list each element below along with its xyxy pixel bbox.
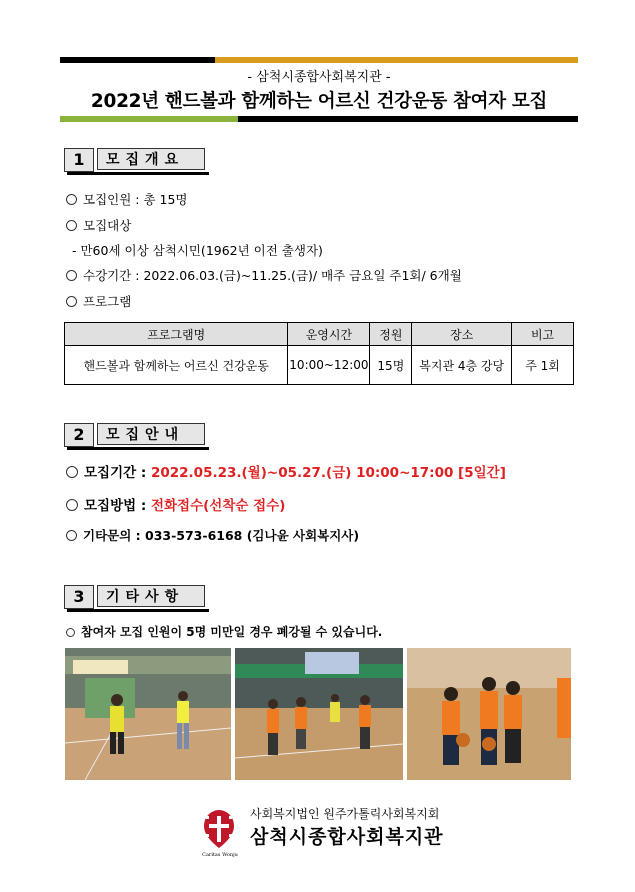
table-cell: 복지관 4층 강당 [412,346,512,385]
circle-bullet-icon [66,628,75,637]
table-row [65,346,574,385]
section-3-label: 기타사항 [97,585,205,607]
circle-bullet-icon [66,499,78,511]
logo-caption: Caritas Wonju [202,852,238,858]
section-1-number: 1 [64,148,94,172]
section-2-heading [64,423,214,447]
section-2-label: 모집안내 [97,423,205,445]
recruit-period-value: 2022.05.23.(월)~05.27.(금) 10:00~17:00 [5일간] [150,465,506,481]
section-3-heading [64,585,214,609]
recruit-method-value: 전화접수(선착순 접수) [150,498,286,514]
cancellation-note: 참여자 모집 인원이 5명 미만일 경우 폐강될 수 있습니다. [66,623,382,640]
recruit-target-detail: - 만60세 이상 삼척시민(1962년 이전 출생자) [72,243,323,258]
page-title: 2022년 핸드볼과 함께하는 어르신 건강운동 참여자 모집 [90,91,548,112]
activity-photo-2 [235,648,403,780]
section-1-heading [64,148,214,172]
activity-photo-1 [65,648,231,780]
circle-bullet-icon [66,296,77,307]
caritas-logo [198,808,240,854]
circle-bullet-icon [66,220,77,231]
table-header-row [65,323,574,346]
recruit-method: 모집방법 : 전화접수(선착순 접수) [66,494,285,514]
section-3-number: 3 [64,585,94,609]
circle-bullet-icon [66,466,78,478]
organization-name: 삼척시종합사회복지관 [250,826,444,848]
circle-bullet-icon [66,194,77,205]
header-top-bar [60,57,578,63]
program-label: 프로그램 [66,292,131,310]
table-header: 정원 [370,323,412,346]
activity-photos [65,648,571,780]
recruit-target: 모집대상 [66,216,131,234]
recruit-period: 모집기간 : 2022.05.23.(월)~05.27.(금) 10:00~17:00 [5일간] [66,461,506,481]
circle-bullet-icon [66,270,77,281]
recruit-count: 모집인원 : 총 15명 [66,190,188,208]
organization-line: - 삼척시종합사회복지관 - [247,70,391,85]
course-period: 수강기간 : 2022.06.03.(금)~11.25.(금)/ 매주 금요일 주1회/ 6개월 [66,266,462,284]
header-bottom-bar [60,116,578,122]
table-cell: 10:00~12:00 [288,346,370,385]
table-header: 프로그램명 [65,323,288,346]
table-header: 장소 [412,323,512,346]
section-1-label: 모집개요 [97,148,205,170]
circle-bullet-icon [66,530,77,541]
table-header: 운영시간 [288,323,370,346]
contact-info: 기타문의 : 033-573-6168 (김나윤 사회복지사) [66,526,359,544]
program-table [64,322,574,385]
parent-organization: 사회복지법인 원주가톨릭사회복지회 [250,807,440,821]
table-cell: 핸드볼과 함께하는 어르신 건강운동 [65,346,288,385]
activity-photo-3 [407,648,571,780]
table-header: 비고 [512,323,574,346]
table-cell: 주 1회 [512,346,574,385]
table-cell: 15명 [370,346,412,385]
section-2-number: 2 [64,423,94,447]
